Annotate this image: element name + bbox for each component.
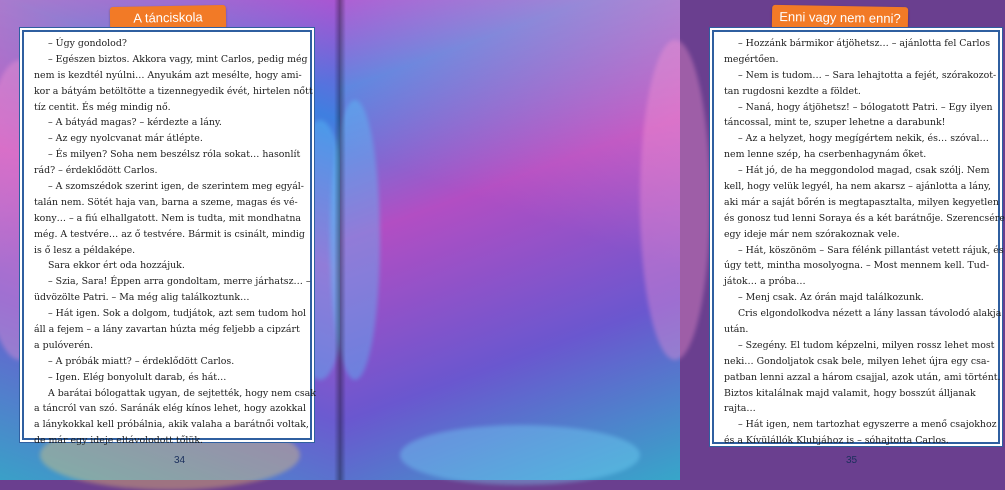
text-line: – Igen. Elég bonyolult darab, és hát… <box>48 371 227 383</box>
text-line: – Úgy gondolod? <box>48 38 127 49</box>
text-line: üdvözölte Patri. – Ma még alig találkoztunk… <box>34 292 250 304</box>
text-line: és gonosz tud lenni Soraya és a két barátnője. Szerencsére <box>724 212 1005 224</box>
text-line: – Egészen biztos. Akkora vagy, mint Carlos, pedig még <box>48 53 308 65</box>
text-line: a lánykokkal kell próbálnia, akik valaha a barátnői voltak, <box>34 419 309 431</box>
text-line: – Hát jó, de ha meggondolod magad, csak szólj. Nem <box>738 165 990 177</box>
text-line: egy ideje már nem szórakoznak vele. <box>724 228 900 240</box>
text-line: kor a bátyám betöltötte a tizennegyedik évét, hirtelen nőtt <box>34 85 313 97</box>
text-line: – Naná, hogy átjöhetsz! – bólogatott Patri. – Egy ilyen <box>738 101 993 113</box>
text-line: Biztos kitalálnak majd valamit, hogy bosszút álljanak <box>724 387 976 399</box>
text-line: tan rugdosni kezdte a földet. <box>724 85 861 97</box>
book-gutter <box>334 0 346 480</box>
left-page <box>0 0 340 480</box>
text-line: – A próbák miatt? – érdeklődött Carlos. <box>48 355 235 367</box>
text-line: nem is kezdtél nyúlni… Anyukám azt mesélte, hogy ami- <box>34 69 302 81</box>
text-line: – A szomszédok szerint igen, de szerintem meg egyál- <box>48 181 304 193</box>
text-line: Sara ekkor ért oda hozzájuk. <box>48 260 185 272</box>
text-line: patban lenni azzal a három csajjal, azok után, ami történt. <box>724 371 1001 383</box>
text-line: nem lenne szép, ha cserbenhagynám őket. <box>724 149 927 161</box>
text-line: aki már a saját bőrén is megtapasztalta, milyen kegyetlen <box>724 196 999 208</box>
text-line: rád? – érdeklődött Carlos. <box>34 165 158 177</box>
text-line: úgy tett, mintha mosolyogna. – Most mennem kell. Tud- <box>724 260 989 272</box>
text-line: – Hát, köszönöm – Sara félénk pillantást vetett rájuk, és <box>738 244 1004 256</box>
text-line: A barátai bólogattak ugyan, de sejtették, hogy nem csak <box>48 387 316 399</box>
text-line: – És milyen? Soha nem beszélsz róla sokat… hasonlít <box>48 149 301 161</box>
body-text-right <box>724 36 1005 449</box>
text-line: – Szegény. El tudom képzelni, milyen rossz lehet most <box>738 339 995 351</box>
text-line: is ő lesz a példaképe. <box>34 244 136 256</box>
text-line: kell, hogy velük legyél, ha nem akarsz – ajánlotta a lány, <box>724 181 991 193</box>
text-frame-right <box>712 30 1005 447</box>
text-line: – Szia, Sara! Éppen arra gondoltam, merre járhatsz… – <box>48 276 311 288</box>
text-line: megértően. <box>724 53 779 65</box>
text-line: – Nem is tudom… – Sara lehajtotta a fejét, szórakozot- <box>738 69 997 81</box>
text-line: a pulóverén. <box>34 339 94 351</box>
text-line: – Hozzánk bármikor átjöhetsz… – ajánlotta fel Carlos <box>738 38 990 49</box>
body-text-left <box>34 36 316 449</box>
text-line: – Az egy nyolcvanat már átlépte. <box>48 133 203 145</box>
text-line: – A bátyád magas? – kérdezte a lány. <box>48 117 222 129</box>
text-line: – Az a helyzet, hogy megígértem nekik, és… szóval… <box>738 133 989 145</box>
right-page <box>340 0 1005 480</box>
decor-streak <box>640 40 710 360</box>
text-line: a táncról van szó. Saránák elég kínos lehet, hogy azokkal <box>34 403 306 415</box>
text-line: áll a fejem – a lány zavartan húzta még feljebb a cipzárt <box>34 324 300 336</box>
page-number-right: 35 <box>846 455 858 466</box>
text-line: – Hát igen. Sok a dolgom, tudjátok, azt sem tudom hol <box>48 308 307 320</box>
text-line: után. <box>724 324 749 336</box>
text-line: játok… a próba… <box>724 276 806 288</box>
chapter-title-right: Enni vagy nem enni? <box>772 5 908 31</box>
page-number-left: 34 <box>174 455 186 466</box>
text-line: – Menj csak. Az órán majd találkozunk. <box>738 292 924 304</box>
text-line: még. A testvére… az ő testvére. Bármit is csinált, mindig <box>34 228 305 240</box>
text-line: kony… – a fiú elhallgatott. Nem is tudta, mit mondhatna <box>34 212 301 224</box>
text-line: rajta… <box>724 403 756 415</box>
text-frame-left <box>22 30 316 447</box>
text-line: táncossal, mint te, szuper lehetne a darabunk! <box>724 117 946 129</box>
text-line: talán nem. Sötét haja van, barna a szeme, magas és vé- <box>34 196 298 208</box>
text-line: – Hát igen, nem tartozhat egyszerre a menő csajokhoz <box>738 419 997 431</box>
text-line: tíz centit. És még mindig nő. <box>34 101 171 113</box>
text-line: neki… Gondoljatok csak bele, milyen lehet újra egy csa- <box>724 355 990 367</box>
chapter-title-left: A tánciskola <box>110 5 226 31</box>
text-line: Cris elgondolkodva nézett a lány lassan távolodó alakja <box>738 308 1002 320</box>
text-line: de már egy ideje eltávolodott tőlük. <box>34 435 204 447</box>
text-line: és a Kívülállók Klubjához is – sóhajtotta Carlos. <box>724 435 949 447</box>
decor-streak <box>400 425 640 485</box>
